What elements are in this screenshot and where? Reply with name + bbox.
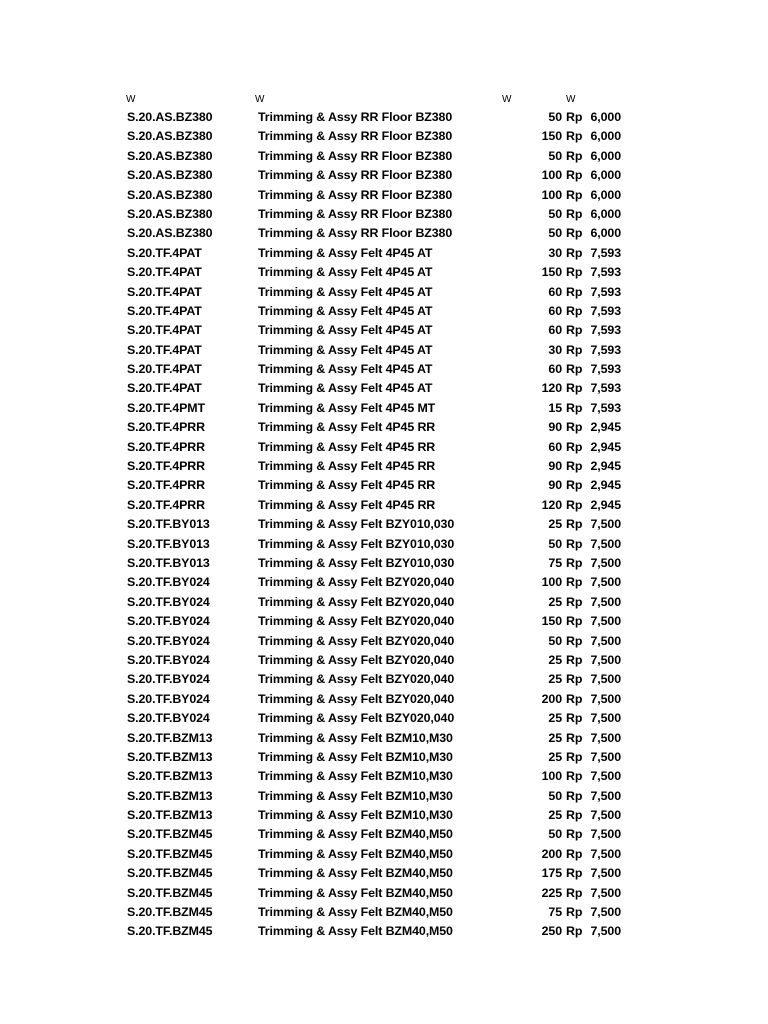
unit-price: 7,500 [590, 633, 621, 648]
currency-label: Rp [566, 575, 583, 590]
table-row [0, 263, 768, 282]
unit-price: 7,500 [590, 517, 621, 532]
item-description: Trimming & Assy Felt 4P45 AT [258, 303, 433, 318]
item-quantity: 100 [541, 168, 562, 183]
item-quantity: 25 [548, 730, 562, 745]
item-quantity: 60 [548, 362, 562, 377]
item-code: S.20.TF.4PAT [127, 323, 202, 338]
item-quantity: 50 [548, 788, 562, 803]
item-code: S.20.TF.BY024 [127, 594, 210, 609]
unit-price: 7,500 [590, 711, 621, 726]
item-quantity: 75 [548, 555, 562, 570]
unit-price: 6,000 [590, 187, 621, 202]
item-quantity: 60 [548, 284, 562, 299]
currency-label: Rp [566, 400, 583, 415]
currency-label: Rp [566, 905, 583, 920]
currency-label: Rp [566, 517, 583, 532]
item-description: Trimming & Assy Felt BZM40,M50 [258, 866, 453, 881]
item-code: S.20.TF.BZM45 [127, 846, 213, 861]
item-quantity: 90 [548, 478, 562, 493]
currency-label: Rp [566, 303, 583, 318]
currency-label: Rp [566, 711, 583, 726]
item-quantity: 250 [541, 924, 562, 939]
item-quantity: 50 [548, 206, 562, 221]
item-quantity: 200 [541, 691, 562, 706]
unit-price: 7,593 [590, 342, 621, 357]
unit-price: 7,500 [590, 827, 621, 842]
item-code: S.20.TF.4PAT [127, 342, 202, 357]
item-quantity: 50 [548, 827, 562, 842]
item-quantity: 90 [548, 459, 562, 474]
item-quantity: 25 [548, 594, 562, 609]
unit-price: 2,945 [590, 420, 621, 435]
table-row [0, 321, 768, 340]
item-code: S.20.TF.4PMT [127, 400, 205, 415]
table-row [0, 205, 768, 224]
currency-label: Rp [566, 478, 583, 493]
item-quantity: 150 [541, 129, 562, 144]
item-code: S.20.TF.BY024 [127, 652, 210, 667]
item-quantity: 25 [548, 711, 562, 726]
table-row [0, 108, 768, 127]
item-quantity: 50 [548, 536, 562, 551]
item-code: S.20.TF.BZM45 [127, 827, 213, 842]
item-code: S.20.TF.4PRR [127, 497, 205, 512]
unit-price: 7,500 [590, 905, 621, 920]
item-code: S.20.TF.4PAT [127, 362, 202, 377]
unit-price: 2,945 [590, 459, 621, 474]
unit-price: 7,500 [590, 594, 621, 609]
item-code: S.20.TF.BZM13 [127, 808, 213, 823]
item-quantity: 25 [548, 652, 562, 667]
currency-label: Rp [566, 381, 583, 396]
unit-price: 2,945 [590, 497, 621, 512]
item-description: Trimming & Assy Felt BZY020,040 [258, 633, 455, 648]
unit-price: 7,500 [590, 788, 621, 803]
table-row [0, 457, 768, 476]
item-code: S.20.TF.4PRR [127, 478, 205, 493]
item-description: Trimming & Assy Felt BZY010,030 [258, 536, 455, 551]
currency-label: Rp [566, 672, 583, 687]
item-quantity: 120 [541, 497, 562, 512]
unit-price: 6,000 [590, 168, 621, 183]
currency-label: Rp [566, 459, 583, 474]
item-description: Trimming & Assy Felt BZM40,M50 [258, 924, 453, 939]
currency-label: Rp [566, 749, 583, 764]
item-description: Trimming & Assy RR Floor BZ380 [258, 226, 453, 241]
item-description: Trimming & Assy RR Floor BZ380 [258, 206, 453, 221]
item-quantity: 50 [548, 148, 562, 163]
header-quantity: W [502, 94, 512, 105]
currency-label: Rp [566, 827, 583, 842]
currency-label: Rp [566, 420, 583, 435]
table-row [0, 729, 768, 748]
table-row [0, 632, 768, 651]
item-description: Trimming & Assy RR Floor BZ380 [258, 187, 453, 202]
item-code: S.20.AS.BZ380 [127, 187, 213, 202]
item-code: S.20.TF.4PRR [127, 420, 205, 435]
table-row [0, 341, 768, 360]
item-code: S.20.TF.BZM45 [127, 866, 213, 881]
header-code: W [126, 94, 136, 105]
currency-label: Rp [566, 129, 583, 144]
table-row [0, 864, 768, 883]
currency-label: Rp [566, 265, 583, 280]
unit-price: 7,593 [590, 245, 621, 260]
currency-label: Rp [566, 730, 583, 745]
currency-label: Rp [566, 633, 583, 648]
table-row [0, 186, 768, 205]
table-row [0, 690, 768, 709]
item-description: Trimming & Assy Felt 4P45 AT [258, 362, 433, 377]
item-quantity: 50 [548, 110, 562, 124]
item-quantity: 25 [548, 808, 562, 823]
item-description: Trimming & Assy Felt 4P45 RR [258, 478, 436, 493]
unit-price: 7,500 [590, 555, 621, 570]
currency-label: Rp [566, 866, 583, 881]
unit-price: 2,945 [590, 478, 621, 493]
item-code: S.20.TF.BY024 [127, 711, 210, 726]
currency-label: Rp [566, 323, 583, 338]
table-row [0, 922, 768, 941]
item-code: S.20.AS.BZ380 [127, 110, 213, 124]
currency-label: Rp [566, 497, 583, 512]
unit-price: 7,500 [590, 769, 621, 784]
table-row [0, 884, 768, 903]
item-quantity: 120 [541, 381, 562, 396]
table-row [0, 147, 768, 166]
table-row [0, 767, 768, 786]
item-code: S.20.TF.4PRR [127, 459, 205, 474]
table-row [0, 748, 768, 767]
item-quantity: 25 [548, 517, 562, 532]
currency-label: Rp [566, 342, 583, 357]
currency-label: Rp [566, 788, 583, 803]
table-row [0, 476, 768, 495]
table-row [0, 593, 768, 612]
item-quantity: 100 [541, 769, 562, 784]
unit-price: 7,500 [590, 614, 621, 629]
item-quantity: 30 [548, 245, 562, 260]
currency-label: Rp [566, 168, 583, 183]
item-description: Trimming & Assy Felt 4P45 MT [258, 400, 436, 415]
unit-price: 7,500 [590, 924, 621, 939]
item-code: S.20.TF.4PAT [127, 265, 202, 280]
unit-price: 7,593 [590, 284, 621, 299]
item-quantity: 30 [548, 342, 562, 357]
item-description: Trimming & Assy Felt BZY020,040 [258, 652, 455, 667]
table-row [0, 573, 768, 592]
item-description: Trimming & Assy Felt 4P45 AT [258, 381, 433, 396]
item-description: Trimming & Assy Felt BZY020,040 [258, 672, 455, 687]
unit-price: 7,593 [590, 303, 621, 318]
item-description: Trimming & Assy Felt BZM10,M30 [258, 788, 453, 803]
item-code: S.20.TF.BZM45 [127, 885, 213, 900]
table-row [0, 302, 768, 321]
item-code: S.20.TF.BY013 [127, 555, 210, 570]
item-description: Trimming & Assy Felt BZY010,030 [258, 555, 455, 570]
item-quantity: 150 [541, 265, 562, 280]
item-description: Trimming & Assy Felt BZM10,M30 [258, 730, 453, 745]
item-code: S.20.TF.4PAT [127, 381, 202, 396]
item-code: S.20.AS.BZ380 [127, 168, 213, 183]
currency-label: Rp [566, 594, 583, 609]
table-row [0, 670, 768, 689]
currency-label: Rp [566, 846, 583, 861]
currency-label: Rp [566, 362, 583, 377]
table-row [0, 554, 768, 573]
item-code: S.20.TF.BY024 [127, 575, 210, 590]
table-row [0, 709, 768, 728]
item-code: S.20.TF.BZM45 [127, 905, 213, 920]
item-quantity: 175 [541, 866, 562, 881]
item-quantity: 60 [548, 439, 562, 454]
item-quantity: 25 [548, 749, 562, 764]
item-code: S.20.TF.BZM13 [127, 769, 213, 784]
item-code: S.20.TF.4PAT [127, 284, 202, 299]
currency-label: Rp [566, 885, 583, 900]
currency-label: Rp [566, 187, 583, 202]
table-row [0, 166, 768, 185]
currency-label: Rp [566, 924, 583, 939]
table-row [0, 651, 768, 670]
header-price: W [566, 94, 576, 105]
table-row [0, 806, 768, 825]
item-description: Trimming & Assy RR Floor BZ380 [258, 129, 453, 144]
item-description: Trimming & Assy Felt BZY020,040 [258, 691, 455, 706]
unit-price: 6,000 [590, 226, 621, 241]
item-quantity: 60 [548, 323, 562, 338]
unit-price: 7,500 [590, 730, 621, 745]
item-quantity: 225 [541, 885, 562, 900]
item-code: S.20.TF.BY024 [127, 614, 210, 629]
item-description: Trimming & Assy Felt BZM40,M50 [258, 885, 453, 900]
table-row [0, 903, 768, 922]
unit-price: 6,000 [590, 148, 621, 163]
item-quantity: 100 [541, 187, 562, 202]
item-code: S.20.TF.BY013 [127, 536, 210, 551]
table-row [0, 418, 768, 437]
currency-label: Rp [566, 769, 583, 784]
item-code: S.20.AS.BZ380 [127, 206, 213, 221]
item-description: Trimming & Assy Felt 4P45 AT [258, 284, 433, 299]
item-quantity: 100 [541, 575, 562, 590]
item-description: Trimming & Assy RR Floor BZ380 [258, 148, 453, 163]
item-description: Trimming & Assy Felt 4P45 RR [258, 420, 436, 435]
item-description: Trimming & Assy Felt 4P45 RR [258, 439, 436, 454]
table-row [0, 379, 768, 398]
currency-label: Rp [566, 226, 583, 241]
table-row [0, 515, 768, 534]
currency-label: Rp [566, 110, 583, 124]
currency-label: Rp [566, 536, 583, 551]
item-description: Trimming & Assy Felt BZY020,040 [258, 575, 455, 590]
currency-label: Rp [566, 555, 583, 570]
item-code: S.20.TF.BZM13 [127, 749, 213, 764]
unit-price: 7,593 [590, 400, 621, 415]
currency-label: Rp [566, 691, 583, 706]
table-row [0, 127, 768, 146]
unit-price: 7,500 [590, 575, 621, 590]
item-code: S.20.TF.BZM13 [127, 788, 213, 803]
unit-price: 7,500 [590, 652, 621, 667]
item-code: S.20.TF.BY024 [127, 691, 210, 706]
table-row [0, 535, 768, 554]
unit-price: 7,500 [590, 672, 621, 687]
table-row [0, 612, 768, 631]
item-quantity: 50 [548, 226, 562, 241]
currency-label: Rp [566, 245, 583, 260]
item-code: S.20.TF.BY024 [127, 672, 210, 687]
currency-label: Rp [566, 206, 583, 221]
table-row [0, 438, 768, 457]
item-description: Trimming & Assy Felt BZM40,M50 [258, 827, 453, 842]
table-row [0, 283, 768, 302]
header-description: W [255, 94, 265, 105]
currency-label: Rp [566, 808, 583, 823]
item-description: Trimming & Assy Felt BZM10,M30 [258, 749, 453, 764]
unit-price: 7,593 [590, 265, 621, 280]
item-code: S.20.TF.4PAT [127, 303, 202, 318]
table-row [0, 360, 768, 379]
spreadsheet-table [0, 92, 768, 942]
item-description: Trimming & Assy Felt 4P45 AT [258, 265, 433, 280]
item-description: Trimming & Assy Felt BZY020,040 [258, 594, 455, 609]
item-quantity: 90 [548, 420, 562, 435]
unit-price: 7,500 [590, 885, 621, 900]
unit-price: 7,593 [590, 323, 621, 338]
table-row [0, 399, 768, 418]
item-description: Trimming & Assy Felt 4P45 RR [258, 497, 436, 512]
item-quantity: 60 [548, 303, 562, 318]
table-row [0, 787, 768, 806]
item-code: S.20.TF.BY024 [127, 633, 210, 648]
unit-price: 7,500 [590, 866, 621, 881]
item-description: Trimming & Assy RR Floor BZ380 [258, 168, 453, 183]
item-description: Trimming & Assy Felt BZM10,M30 [258, 808, 453, 823]
item-description: Trimming & Assy Felt BZM40,M50 [258, 846, 453, 861]
item-quantity: 25 [548, 672, 562, 687]
header-row [0, 92, 768, 108]
item-quantity: 150 [541, 614, 562, 629]
unit-price: 7,500 [590, 536, 621, 551]
unit-price: 6,000 [590, 129, 621, 144]
currency-label: Rp [566, 614, 583, 629]
item-description: Trimming & Assy Felt BZY020,040 [258, 614, 455, 629]
item-description: Trimming & Assy Felt BZM40,M50 [258, 905, 453, 920]
item-description: Trimming & Assy Felt 4P45 AT [258, 245, 433, 260]
unit-price: 7,500 [590, 808, 621, 823]
unit-price: 6,000 [590, 206, 621, 221]
item-description: Trimming & Assy Felt BZY020,040 [258, 711, 455, 726]
currency-label: Rp [566, 284, 583, 299]
table-row [0, 845, 768, 864]
unit-price: 7,593 [590, 362, 621, 377]
item-code: S.20.AS.BZ380 [127, 148, 213, 163]
item-description: Trimming & Assy Felt 4P45 AT [258, 323, 433, 338]
table-body [0, 108, 768, 942]
item-quantity: 75 [548, 905, 562, 920]
unit-price: 7,500 [590, 846, 621, 861]
currency-label: Rp [566, 148, 583, 163]
unit-price: 7,593 [590, 381, 621, 396]
item-quantity: 200 [541, 846, 562, 861]
item-description: Trimming & Assy Felt BZY010,030 [258, 517, 455, 532]
item-quantity: 15 [548, 400, 562, 415]
item-code: S.20.TF.BZM13 [127, 730, 213, 745]
item-description: Trimming & Assy Felt 4P45 AT [258, 342, 433, 357]
item-description: Trimming & Assy Felt 4P45 RR [258, 459, 436, 474]
item-code: S.20.AS.BZ380 [127, 129, 213, 144]
item-code: S.20.AS.BZ380 [127, 226, 213, 241]
item-description: Trimming & Assy RR Floor BZ380 [258, 110, 453, 124]
item-code: S.20.TF.BY013 [127, 517, 210, 532]
currency-label: Rp [566, 652, 583, 667]
item-code: S.20.TF.4PAT [127, 245, 202, 260]
unit-price: 6,000 [590, 110, 621, 124]
table-row [0, 244, 768, 263]
item-description: Trimming & Assy Felt BZM10,M30 [258, 769, 453, 784]
item-code: S.20.TF.BZM45 [127, 924, 213, 939]
currency-label: Rp [566, 439, 583, 454]
table-row [0, 825, 768, 844]
table-row [0, 496, 768, 515]
table-row [0, 224, 768, 243]
unit-price: 2,945 [590, 439, 621, 454]
unit-price: 7,500 [590, 691, 621, 706]
item-quantity: 50 [548, 633, 562, 648]
unit-price: 7,500 [590, 749, 621, 764]
item-code: S.20.TF.4PRR [127, 439, 205, 454]
